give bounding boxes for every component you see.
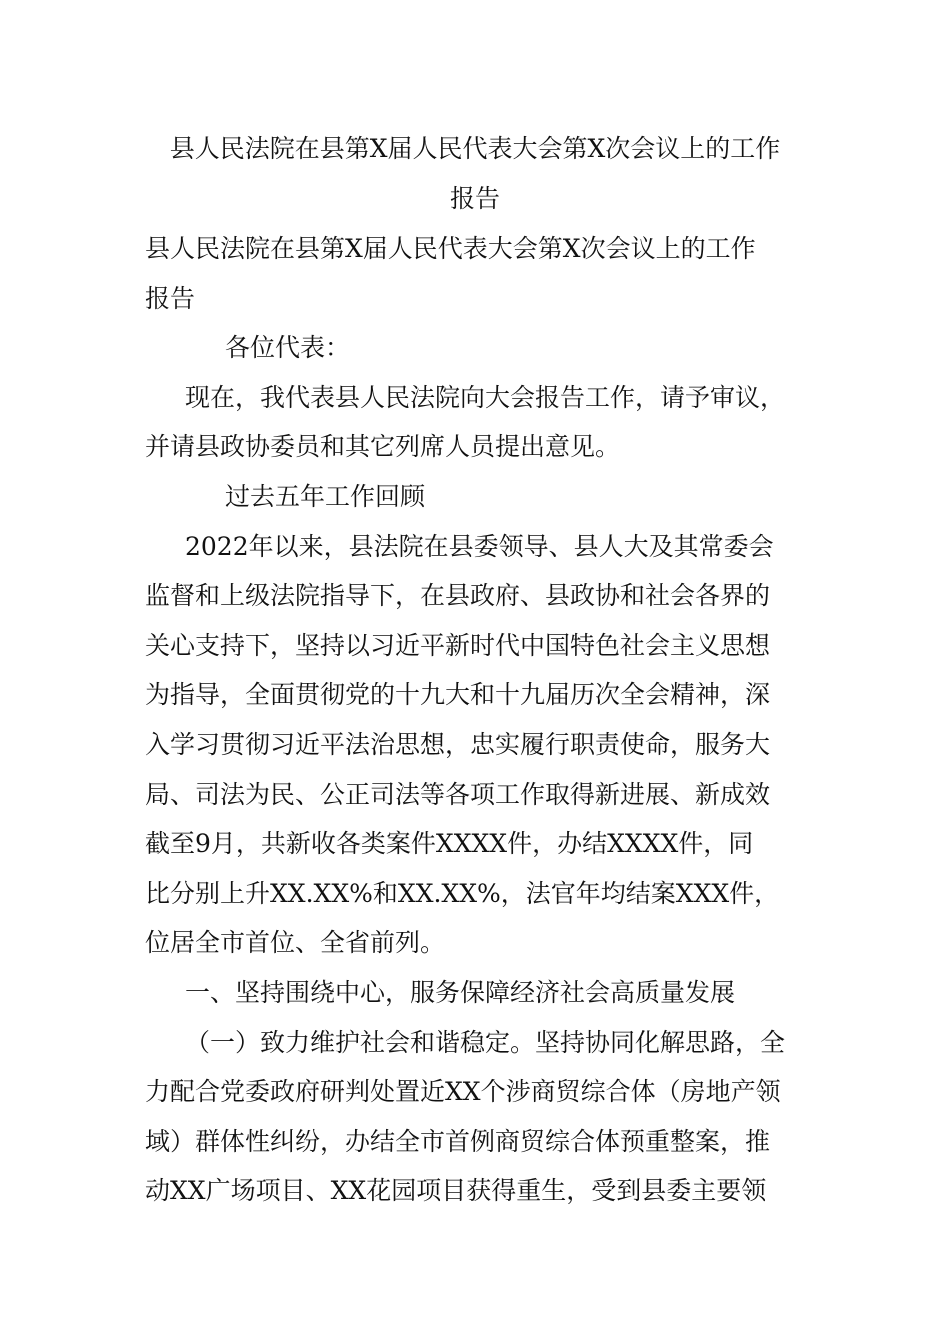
body-line: 域）群体性纠纷，办结全市首例商贸综合体预重整案，推 <box>145 1126 771 1156</box>
body-line: 并请县政协委员和其它列席人员提出意见。 <box>145 432 621 462</box>
body-line: 报告 <box>145 283 196 313</box>
body-line: 入学习贯彻习近平法治思想，忠实履行职责使命，服务大 <box>145 729 771 759</box>
body-line: 2022年以来，县法院在县委领导、县人大及其常委会 <box>185 531 774 561</box>
body-line: 局、司法为民、公正司法等各项工作取得新进展、新成效 <box>145 779 771 809</box>
body-line: 位居全市首位、全省前列。 <box>145 928 446 958</box>
body-line: 比分别上升XX.XX%和XX.XX%，法官年均结案XXX件， <box>145 878 780 908</box>
body-line: 关心支持下，坚持以习近平新时代中国特色社会主义思想 <box>145 630 771 660</box>
title-line-2: 报告 <box>449 184 500 213</box>
body-line: 现在，我代表县人民法院向大会报告工作，请予审议， <box>185 382 786 412</box>
body-line: 力配合党委政府研判处置近XX个涉商贸综合体（房地产领 <box>145 1077 781 1107</box>
body-line: （一）致力维护社会和谐稳定。坚持协同化解思路，全 <box>185 1027 786 1057</box>
body-line: 截至9月，共新收各类案件XXXX件，办结XXXX件，同 <box>145 829 754 859</box>
body-line: 动XX广场项目、XX花园项目获得重生，受到县委主要领 <box>145 1176 767 1206</box>
body-line: 为指导，全面贯彻党的十九大和十九届历次全会精神，深 <box>145 680 771 710</box>
body-line: 监督和上级法院指导下，在县政府、县政协和社会各界的 <box>145 581 771 611</box>
body-line: 县人民法院在县第X届人民代表大会第X次会议上的工作 <box>145 234 756 263</box>
document-body <box>145 224 825 1216</box>
salutation: 各位代表： <box>225 333 351 363</box>
section-heading: 过去五年工作回顾 <box>225 481 426 511</box>
document-title <box>145 124 805 224</box>
section-heading: 一、坚持围绕中心，服务保障经济社会高质量发展 <box>185 977 736 1007</box>
title-line-1: 县人民法院在县第X届人民代表大会第X次会议上的工作 <box>169 134 781 163</box>
